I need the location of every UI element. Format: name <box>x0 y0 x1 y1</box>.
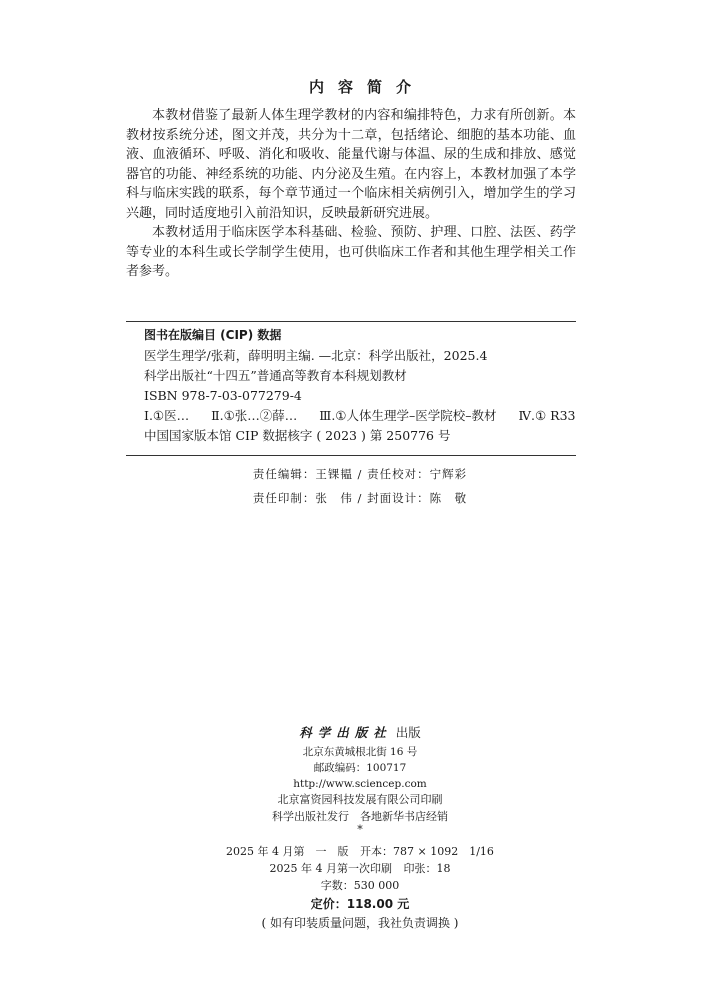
publisher-name <box>0 722 720 744</box>
words: 字数：530 000 <box>320 879 400 892</box>
publisher-printer: 北京富资园科技发展有限公司印刷 <box>277 793 443 806</box>
printing-line <box>0 860 720 877</box>
intro-paragraph-1: 本教材借鉴了最新人体生理学教材的内容和编排特色，力求有所创新。本教材按系统分述，图文并茂，共分为十二章，包括绪论、细胞的基本功能、血液、血液循环、呼吸、消化和吸收、能量代谢与体温、尿的生成和排放、感觉器官的功能、神经系统的功能、内分泌及生殖。在内容上，本教材加强了本学科与临床实践的联系，每个章节通过一个临床相关病例引入，增加学生的学习兴趣，同时适度地引入前沿知识，反映最新研究进展。 <box>126 108 576 221</box>
cip-heading: 图书在版编目 (CIP) 数据 <box>144 328 282 342</box>
cip-class-1: Ⅰ.①医… <box>144 408 190 423</box>
printing: 2025 年 4 月第一次印刷 <box>269 862 392 875</box>
cip-class-2: Ⅱ.①张…②薛… <box>211 408 298 423</box>
edition: 2025 年 4 月第 一 版 <box>226 845 349 858</box>
publisher-name-suffix: 出版 <box>395 725 421 740</box>
credits-print-line: 责任印制：张 伟 / 封面设计：陈 敬 <box>252 491 468 505</box>
edition-line <box>0 843 720 860</box>
cip-classification <box>144 406 584 426</box>
page-title: 内容简介 <box>308 78 425 96</box>
publisher-distribution: 科学出版社发行 各地新华书店经销 <box>272 809 448 823</box>
cip-class-4: Ⅳ.① R33 <box>518 408 576 423</box>
credits-block <box>0 462 720 510</box>
publisher-address: 北京东黄城根北街 16 号 <box>302 746 418 758</box>
cip-series-line: 科学出版社“十四五”普通高等教育本科规划教材 <box>144 368 407 383</box>
format: 开本：787 × 1092 1/16 <box>360 845 494 858</box>
intro-section <box>126 106 576 282</box>
return-note: ( 如有印装质量问题，我社负责调换 ) <box>261 916 459 930</box>
separator-star: * <box>357 823 363 836</box>
sheets: 印张：18 <box>403 862 451 875</box>
cip-registry: 中国国家版本馆 CIP 数据核字 ( 2023 ) 第 250776 号 <box>144 428 451 443</box>
cip-bibliographic-line: 医学生理学/张莉，薛明明主编. —北京：科学出版社，2025.4 <box>144 348 488 363</box>
price: 定价：118.00 元 <box>310 897 410 911</box>
cip-block <box>144 326 584 446</box>
cip-bottom-rule <box>126 455 576 456</box>
cip-top-rule <box>126 321 576 322</box>
publisher-url: http://www.sciencep.com <box>293 778 427 790</box>
publisher-postal: 邮政编码：100717 <box>313 762 407 774</box>
cip-class-3: Ⅲ.①人体生理学–医学院校–教材 <box>319 408 497 423</box>
intro-paragraph-2: 本教材适用于临床医学本科基础、检验、预防、护理、口腔、法医、药学等专业的本科生或长学制学生使用，也可供临床工作者和其他生理学相关工作者参考。 <box>126 225 576 279</box>
publisher-block <box>0 722 720 932</box>
credits-editor-line: 责任编辑：王锞韫 / 责任校对：宁辉彩 <box>252 467 468 481</box>
publisher-logo-text: 科学出版社 <box>299 725 392 740</box>
cip-isbn: ISBN 978-7-03-077279-4 <box>144 388 302 403</box>
